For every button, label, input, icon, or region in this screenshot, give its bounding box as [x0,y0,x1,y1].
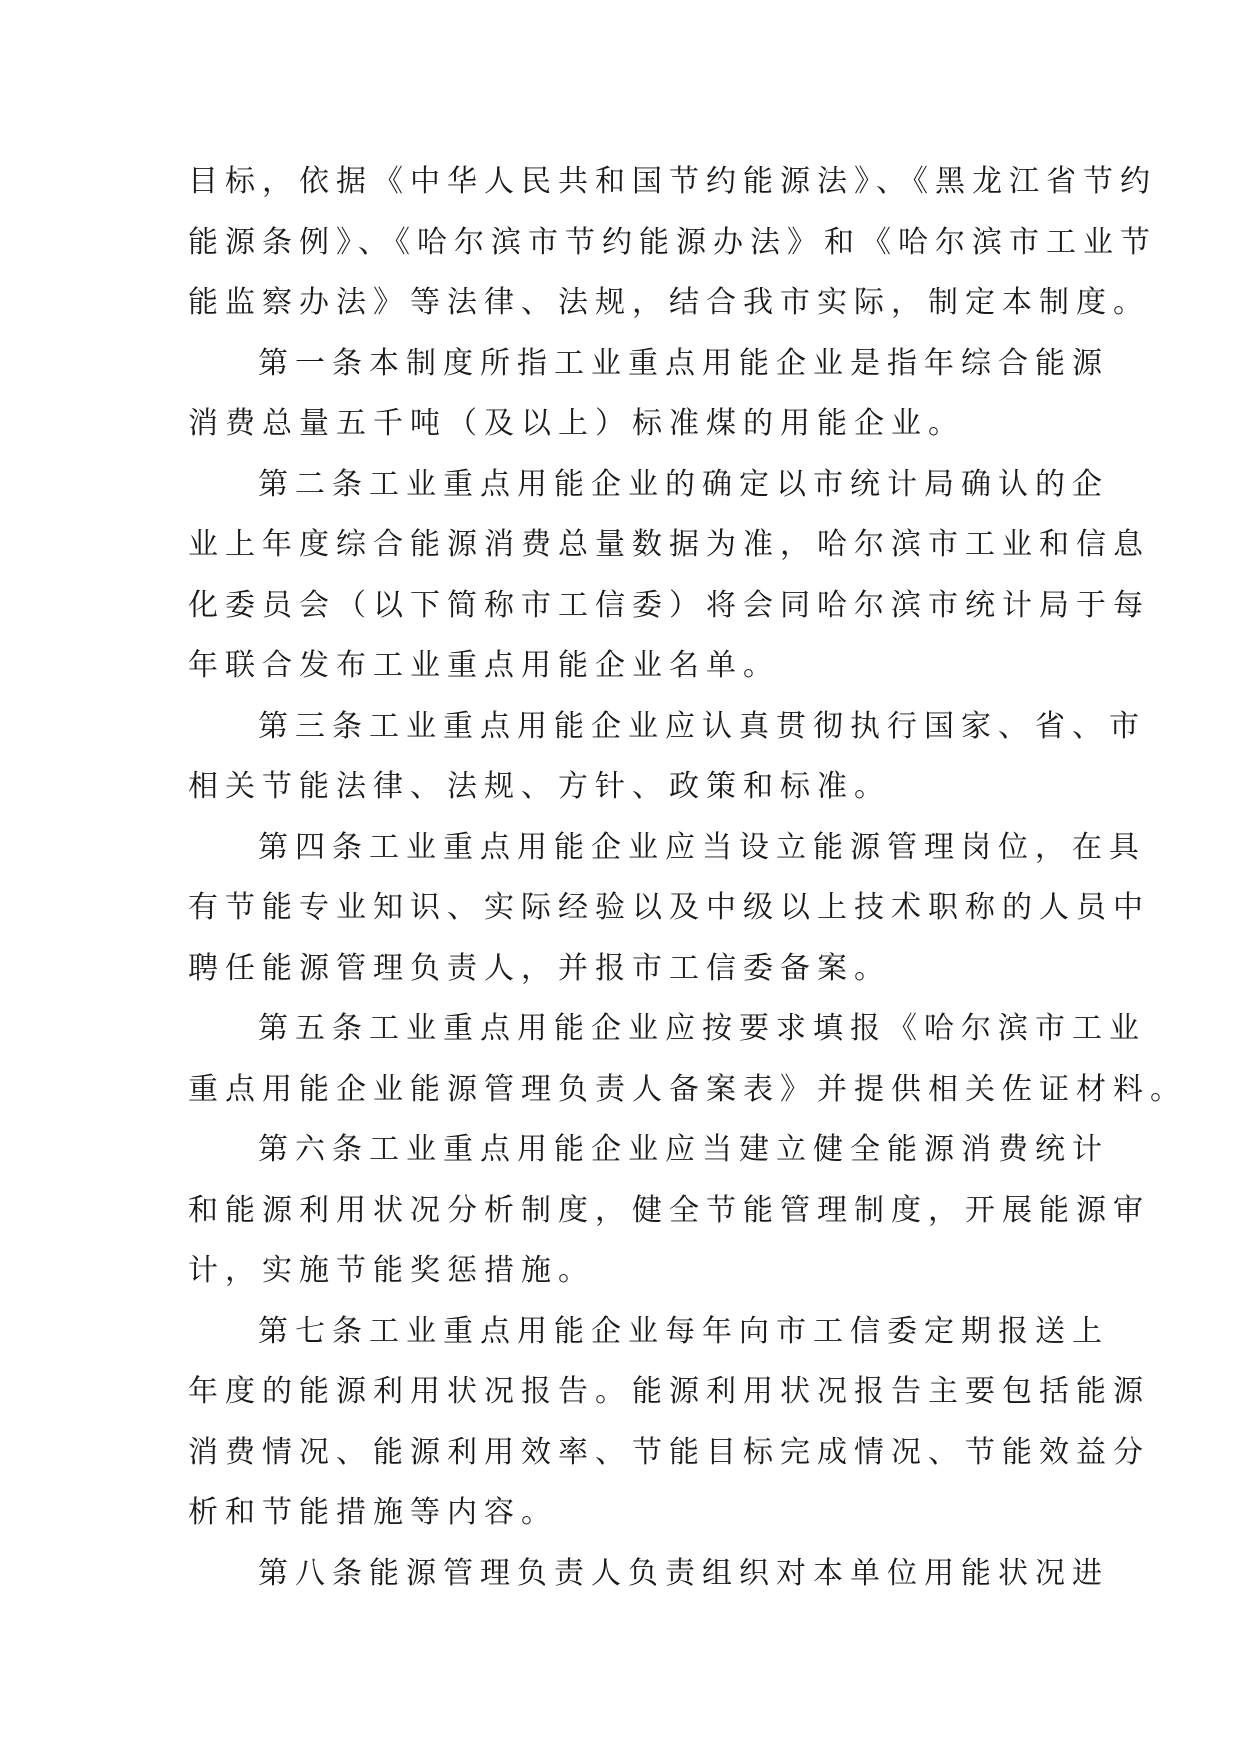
paragraph-first-line: 第三条工业重点用能企业应认真贯彻执行国家、省、市 [258,708,1146,744]
text-line: 有节能专业知识、实际经验以及中级以上技术职称的人员中 [188,890,1150,925]
text-line: 重点用能企业能源管理负责人备案表》并提供相关佐证材料。 [188,1071,1187,1107]
text-line: 析和节能措施等内容。 [188,1495,558,1530]
text-line: 消费总量五千吨（及以上）标准煤的用能企业。 [188,406,965,441]
paragraph-first-line: 第四条工业重点用能企业应当设立能源管理岗位，在具 [258,829,1146,865]
text-line: 化委员会（以下简称市工信委）将会同哈尔滨市统计局于每 [188,587,1150,623]
text-line: 目标，依据《中华人民共和国节约能源法》、《黑龙江省节约 [188,164,1157,199]
text-line: 能监察办法》等法律、法规，结合我市实际，制定本制度。 [188,285,1150,320]
paragraph-first-line: 第五条工业重点用能企业应按要求填报《哈尔滨市工业 [258,1011,1146,1046]
text-line: 年联合发布工业重点用能企业名单。 [188,648,780,683]
paragraph-first-line: 第八条能源管理负责人负责组织对本单位用能状况进 [258,1555,1109,1591]
paragraph-first-line: 第二条工业重点用能企业的确定以市统计局确认的企 [258,466,1109,502]
paragraph-first-line: 第六条工业重点用能企业应当建立健全能源消费统计 [258,1132,1109,1167]
text-line: 聘任能源管理负责人，并报市工信委备案。 [188,950,891,986]
text-line: 相关节能法律、法规、方针、政策和标准。 [188,769,891,804]
text-line: 消费情况、能源利用效率、节能目标完成情况、节能效益分 [188,1434,1150,1470]
paragraph-first-line: 第七条工业重点用能企业每年向市工信委定期报送上 [258,1313,1109,1349]
text-line: 年度的能源利用状况报告。能源利用状况报告主要包括能源 [188,1374,1150,1409]
text-line: 计，实施节能奖惩措施。 [188,1253,595,1288]
text-line: 能源条例》、《哈尔滨市节约能源办法》和《哈尔滨市工业节 [188,224,1157,260]
paragraph-first-line: 第一条本制度所指工业重点用能企业是指年综合能源 [258,345,1109,381]
text-line: 和能源利用状况分析制度，健全节能管理制度，开展能源审 [188,1192,1150,1228]
document-body [188,152,1187,1604]
text-line: 业上年度综合能源消费总量数据为准，哈尔滨市工业和信息 [188,527,1150,562]
